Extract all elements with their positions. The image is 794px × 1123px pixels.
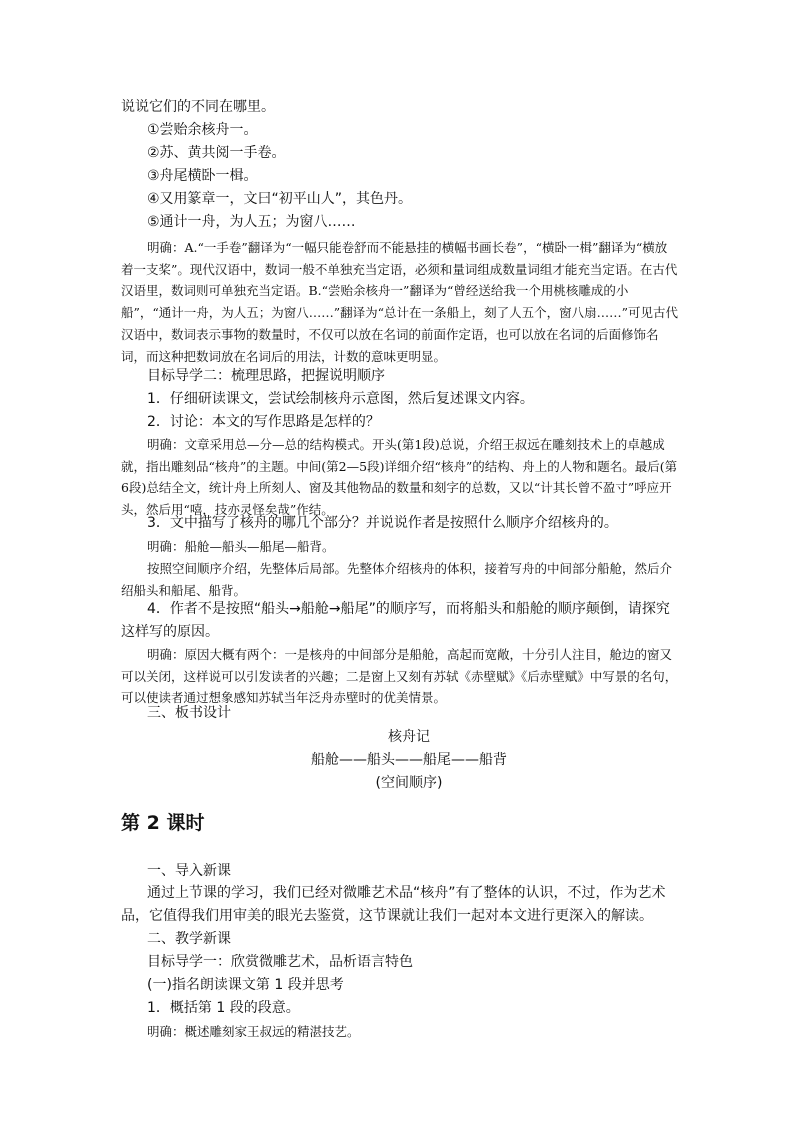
example-sentence: ①尝贻余核舟一。: [147, 122, 258, 138]
answer-paragraph: 明确：文章采用总—分—总的结构模式。开头(第1段)总说，介绍王叔远在雕刻技术上的卓越成就，指出雕刻品“核舟”的主题。中间(第2—5段)详细介绍“核舟”的结构、舟上的人物和题名。最后(第6段)总结全文，统计舟上所刻人、窗及其他物品的数量和刻字的总数，又以“计其长曾不盈寸”呼应开头，然后用“嘻，技亦灵怪矣哉”作结。: [121, 437, 678, 518]
sub-heading: (一)指名朗读课文第 1 段并思考: [147, 977, 344, 993]
board-flow: 船舱——船头——船尾——船背: [311, 752, 507, 768]
section-heading: 一、导入新课: [147, 863, 231, 879]
board-note: (空间顺序): [375, 775, 443, 791]
answer-paragraph: 明确：A.“一手卷”翻译为“一幅只能卷舒而不能悬挂的横幅书画长卷”，“横卧一楫”翻译为“横放着一支桨”。现代汉语中，数词一般不单独充当定语，必须和量词组成数量词组才能充当定语。在古代汉语里，数词则可单独充当定语。B.“尝贻余核舟一”翻译为“曾经送给我一个用桃核雕成的小船”，“通计一舟，为人五；为窗八……”翻译为“总计在一条船上，刻了人五个，窗八扇……”可见古代汉语中，数词表示事物的数量时，不仅可以放在名词的前面作定语，也可以放在名词的后面修饰名词，而这种把数词放在名词后的用法，计数的意味更明显。: [121, 240, 678, 364]
answer-line: 明确：船舱—船头—船尾—船背。: [147, 539, 335, 554]
question-3: 3．文中描写了核舟的哪几个部分？并说说作者是按照什么顺序介绍核舟的。: [147, 515, 618, 531]
example-sentence: ③舟尾横卧一楫。: [147, 168, 258, 184]
example-sentence: ②苏、黄共阅一手卷。: [147, 145, 286, 161]
question-2: 2．讨论：本文的写作思路是怎样的？: [147, 414, 380, 430]
example-sentence: ④又用篆章一，文曰“初平山人”，其色丹。: [147, 191, 413, 207]
answer-paragraph: 明确：原因大概有两个：一是核舟的中间部分是船舱，高起而宽敞，十分引人注目，舱边的窗又可以关闭，这样说可以引发读者的兴趣；二是窗上又刻有苏轼《赤壁赋》《后赤壁赋》中写景的名句，可以使读者通过想象感知苏轼当年泛舟赤壁时的优美情景。: [121, 647, 678, 706]
goal-heading: 目标导学二：梳理思路，把握说明顺序: [147, 368, 385, 384]
section-heading: 三、板书设计: [147, 705, 231, 721]
section-heading: 二、教学新课: [147, 931, 231, 947]
lesson-heading: 第 2 课时: [121, 812, 205, 834]
question-1: 1．仔细研读课文，尝试绘制核舟示意图，然后复述课文内容。: [147, 391, 534, 407]
board-title: 核舟记: [388, 729, 430, 745]
goal-heading: 目标导学一：欣赏微雕艺术，品析语言特色: [147, 954, 413, 970]
example-sentence: ⑤通计一舟，为人五；为窗八……: [147, 214, 356, 230]
answer-line: 明确：概述雕刻家王叔远的精湛技艺。: [147, 1024, 360, 1039]
intro-paragraph: 通过上节课的学习，我们已经对微雕艺术品“核舟”有了整体的认识，不过，作为艺术品，它值得我们用审美的眼光去鉴赏，这节课就让我们一起对本文进行更深入的解读。: [121, 885, 666, 924]
question-4: 4．作者不是按照“船头→船舱→船尾”的顺序写，而将船头和船舱的顺序颠倒，请探究这样写的原因。: [121, 601, 670, 640]
answer-paragraph: 按照空间顺序介绍，先整体后局部。先整体介绍核舟的体积，接着写舟的中间部分船舱，然后介绍船头和船尾、船背。: [121, 561, 673, 598]
text-line: 说说它们的不同在哪里。: [121, 99, 275, 115]
question-5: 1．概括第 1 段的段意。: [147, 1000, 300, 1016]
